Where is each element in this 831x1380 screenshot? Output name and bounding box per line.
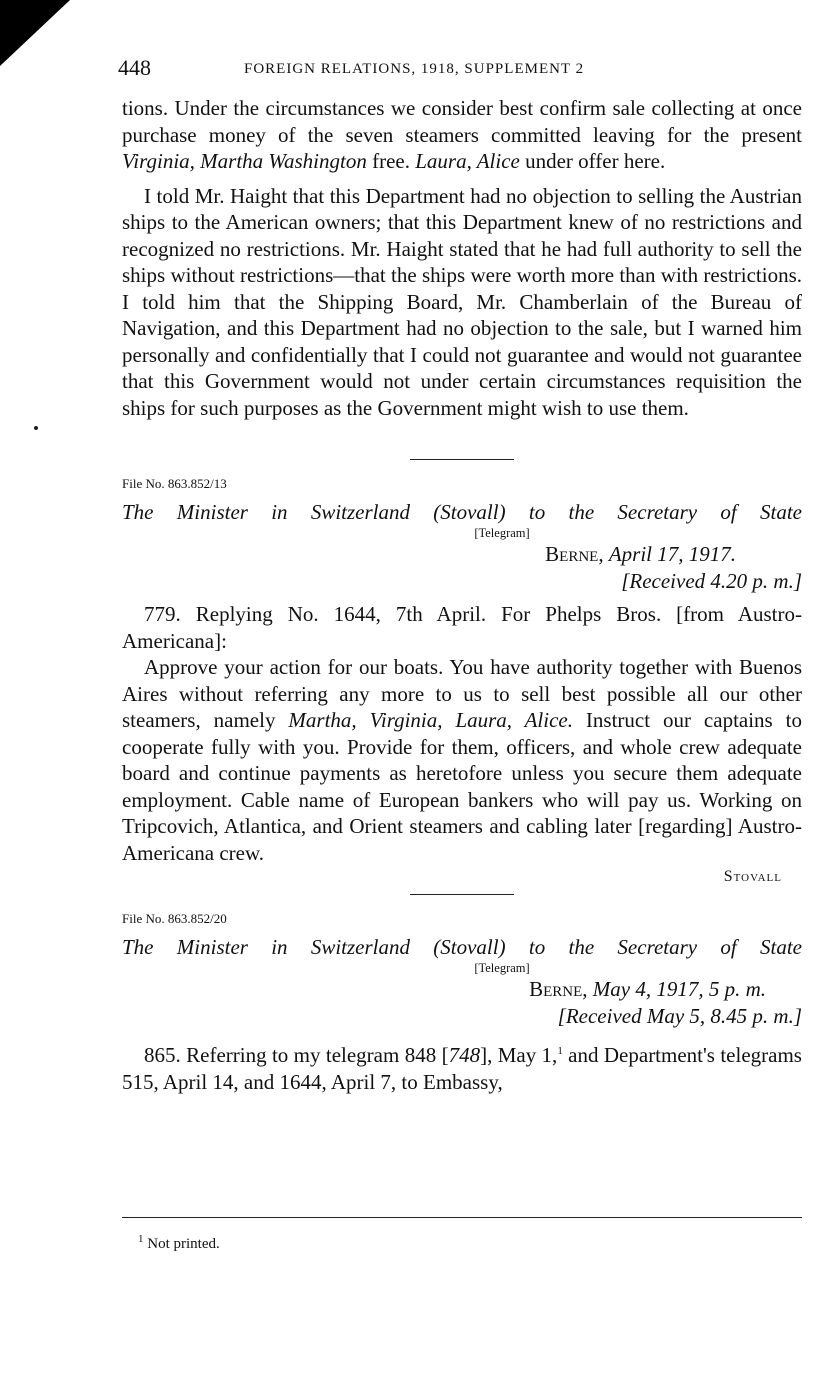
telegram-label: [Telegram] [474, 961, 530, 975]
file-number: File No. 863.852/20 [122, 911, 227, 926]
footnote-rule [122, 1217, 802, 1218]
signature: Stovall [723, 868, 782, 885]
continuation-paragraph: tions. Under the circumstances we consider best confirm sale collecting at once purchase money of the seven steamers committed leaving for the present Virginia, Martha Washington free. Laura, Alice under offer here. [122, 96, 802, 173]
memo-paragraph: I told Mr. Haight that this Department had no objection to selling the Austrian ships to the American owners; that this Department knew of no restrictions and recognized no restrictions. Mr. Haight stated that he had full authority to sell the ships without restrictions—that the ships were worth more than with restrictions. I told him that the Shipping Board, Mr. Chamberlain of the Bureau of Navigation, and this Department had no objection to the sale, but I warned him personally and confidentially that I could not guarantee and would not guarantee that this Government would not under certain circumstances requisition the ships for such purposes as the Government might wish to use them. [122, 183, 802, 420]
file-number: File No. 863.852/13 [122, 476, 227, 491]
document-heading: The Minister in Switzerland (Stovall) to the Secretary of State [122, 935, 802, 959]
dateline: Berne, April 17, 1917. [545, 542, 736, 566]
page-body [118, 55, 803, 1095]
telegram-body: Approve your action for our boats. You have authority together with Buenos Aires without referring any more to us to sell best possible all our other steamers, namely Martha, Virginia, Laura, Alice. Instruct our captains to cooperate fully with you. Provide for them, officers, and whole crew adequate board and continue payments as heretofore unless you secure them adequate employment. Cable name of European bankers who will pay us. Working on Tripcovich, Atlantica, and Orient steamers and cabling later [regarding] Austro-Americana crew. [122, 655, 803, 865]
footnote: $^1$ Not printed. [138, 1233, 220, 1252]
received-line: [Received May 5, 8.45 p. m.] [557, 1004, 802, 1028]
page-number: 448 [118, 55, 151, 80]
received-line: [Received 4.20 p. m.] [621, 569, 802, 593]
page-header [118, 55, 802, 95]
scan-speck [34, 426, 38, 430]
scan-corner-mark [0, 0, 70, 66]
telegram-label: [Telegram] [474, 526, 530, 540]
dateline: Berne, May 4, 1917, 5 p. m. [529, 977, 766, 1001]
running-head: FOREIGN RELATIONS, 1918, SUPPLEMENT 2 [244, 61, 585, 77]
telegram-body: 865. Referring to my telegram 848 [748], May 1,$^1$ and Department's telegrams 515, April 14, and 1644, April 7, to Embassy, [122, 1043, 802, 1094]
document-heading: The Minister in Switzerland (Stovall) to the Secretary of State [122, 500, 802, 524]
telegram-intro: 779. Replying No. 1644, 7th April. For Phelps Bros. [from Austro-Americana]: [122, 602, 802, 653]
